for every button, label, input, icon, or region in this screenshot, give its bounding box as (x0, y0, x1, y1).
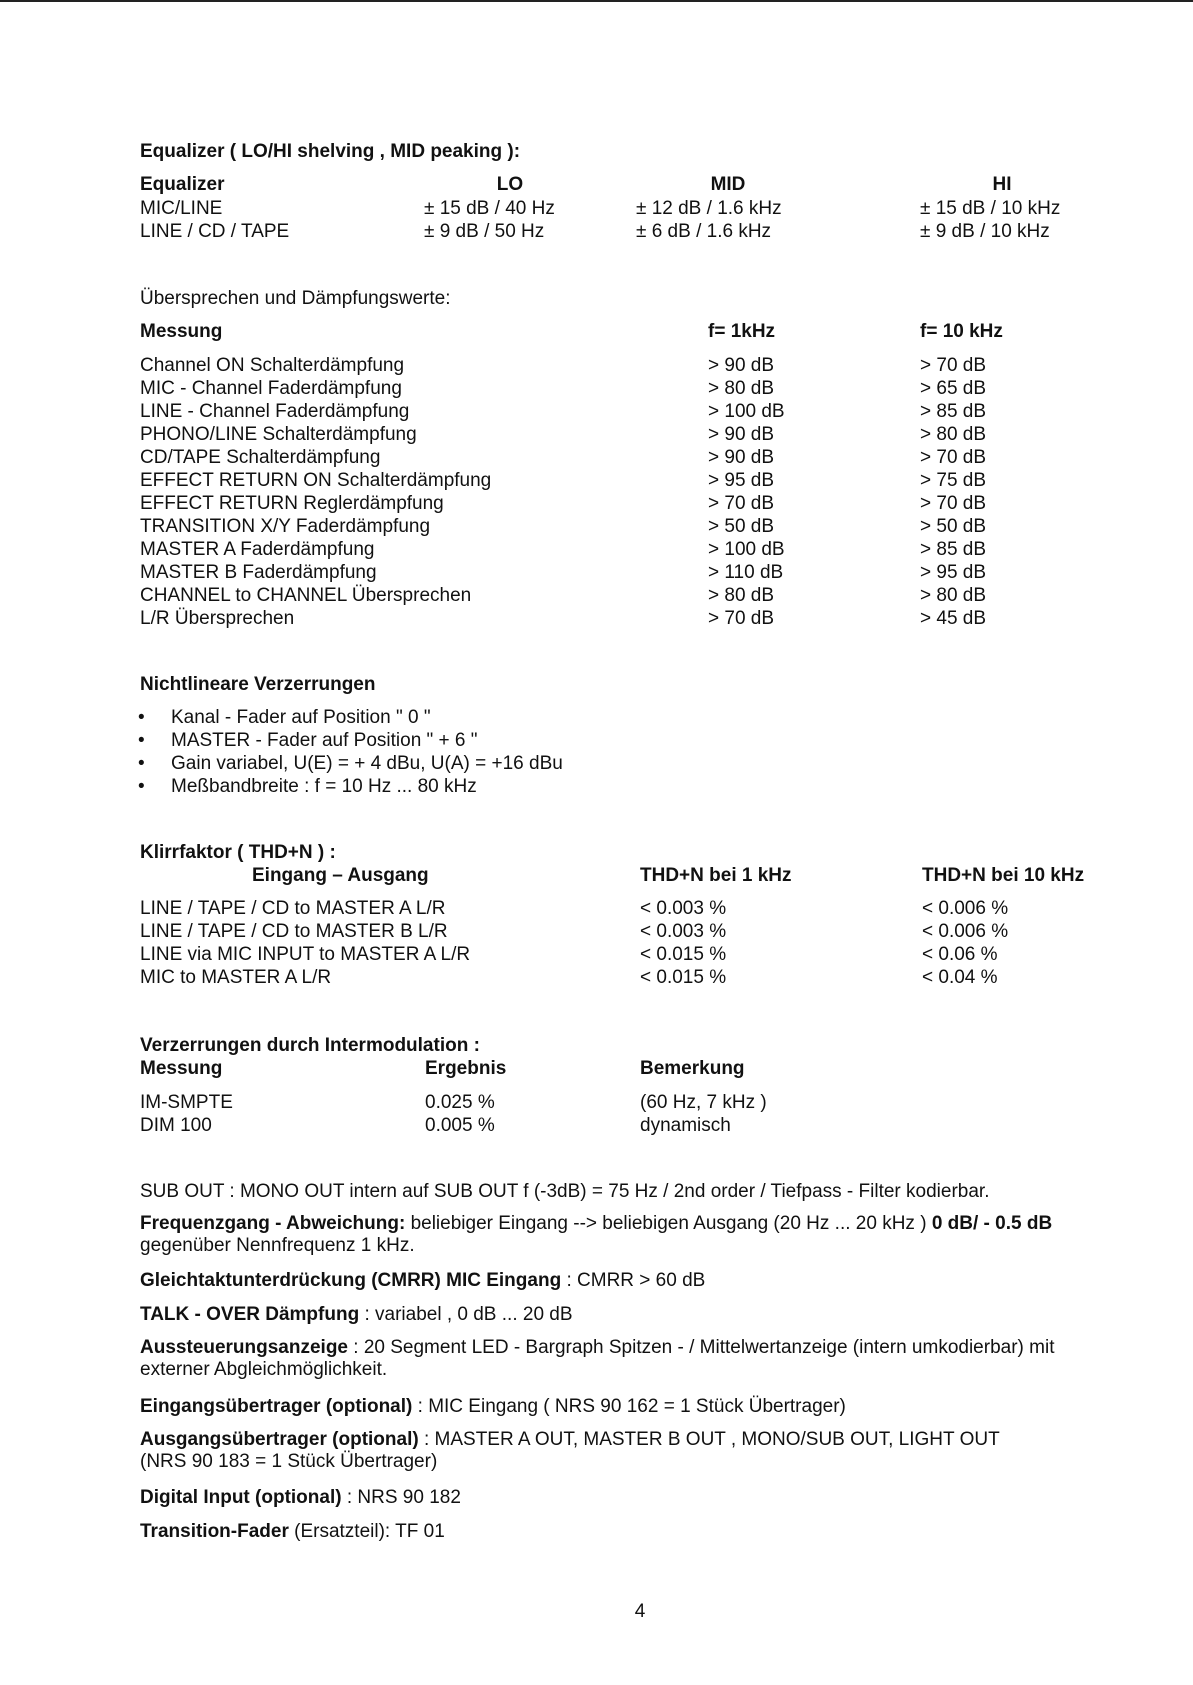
thd-row-label: LINE / TAPE / CD to MASTER B L/R (140, 921, 448, 942)
crosstalk-row-10khz: > 65 dB (920, 378, 987, 399)
cmrr-note (140, 1269, 705, 1292)
crosstalk-row-1khz: > 95 dB (708, 470, 775, 491)
imd-header-measure: Messung (140, 1058, 223, 1079)
crosstalk-row-label: EFFECT RETURN Reglerdämpfung (140, 493, 444, 514)
crosstalk-row-10khz: > 85 dB (920, 401, 987, 422)
crosstalk-row-1khz: > 80 dB (708, 585, 775, 606)
talk-text: : variabel , 0 dB ... 20 dB (359, 1304, 573, 1325)
eq-row-label: LINE / CD / TAPE (140, 221, 290, 242)
eq-header-hi: HI (992, 174, 1012, 195)
out-trafo-label: Ausgangsübertrager (optional) (140, 1429, 419, 1450)
crosstalk-row-label: Channel ON Schalterdämpfung (140, 355, 405, 376)
crosstalk-row-1khz: > 90 dB (708, 447, 775, 468)
cmrr-text: : CMRR > 60 dB (561, 1270, 706, 1291)
thd-row-10khz: < 0.006 % (922, 921, 1009, 942)
meter-note (140, 1337, 1115, 1381)
nonlinear-item: MASTER - Fader auf Position " + 6 " (171, 730, 478, 751)
thd-row-10khz: < 0.006 % (922, 898, 1009, 919)
eq-row-lo: ± 9 dB / 50 Hz (424, 221, 545, 242)
crosstalk-row-1khz: > 100 dB (708, 401, 785, 422)
nonlinear-item: Kanal - Fader auf Position " 0 " (171, 707, 431, 728)
meter-text: : 20 Segment LED - Bargraph Spitzen - / Mittelwertanzeige (intern umkodierbar) mit externer Abgleichmöglichkeit. (140, 1337, 1055, 1380)
crosstalk-row-label: L/R Übersprechen (140, 608, 295, 629)
thd-row-10khz: < 0.06 % (922, 944, 998, 965)
crosstalk-header-10khz: f= 10 kHz (920, 321, 1003, 342)
eq-title: Equalizer ( LO/HI shelving , MID peaking ): (140, 141, 521, 162)
crosstalk-row-label: MASTER A Faderdämpfung (140, 539, 375, 560)
thd-row-label: LINE / TAPE / CD to MASTER A L/R (140, 898, 446, 919)
thd-row-10khz: < 0.04 % (922, 967, 998, 988)
imd-row-result: 0.025 % (425, 1092, 495, 1113)
eq-row-hi: ± 9 dB / 10 kHz (920, 221, 1050, 242)
thd-header-10khz: THD+N bei 10 kHz (922, 865, 1085, 886)
crosstalk-row-10khz: > 95 dB (920, 562, 987, 583)
crosstalk-row-label: CHANNEL to CHANNEL Übersprechen (140, 585, 472, 606)
thd-row-1khz: < 0.015 % (640, 944, 727, 965)
eq-row-mid: ± 6 dB / 1.6 kHz (636, 221, 772, 242)
fader-label: Transition-Fader (140, 1521, 289, 1542)
freq-label: Frequenzgang - Abweichung: (140, 1213, 406, 1234)
crosstalk-row-1khz: > 50 dB (708, 516, 775, 537)
crosstalk-row-10khz: > 85 dB (920, 539, 987, 560)
eq-header-label: Equalizer (140, 174, 225, 195)
thd-row-label: MIC to MASTER A L/R (140, 967, 332, 988)
crosstalk-row-10khz: > 70 dB (920, 355, 987, 376)
eq-row-hi: ± 15 dB / 10 kHz (920, 198, 1061, 219)
eq-row-lo: ± 15 dB / 40 Hz (424, 198, 555, 219)
thd-title: Klirrfaktor ( THD+N ) : (140, 842, 336, 863)
freq-response-note (140, 1213, 1120, 1257)
freq-value: 0 dB/ - 0.5 dB (931, 1213, 1053, 1234)
thd-row-1khz: < 0.015 % (640, 967, 727, 988)
eq-header-mid: MID (710, 174, 746, 195)
imd-header-remark: Bemerkung (640, 1058, 745, 1079)
crosstalk-row-label: EFFECT RETURN ON Schalterdämpfung (140, 470, 492, 491)
crosstalk-header-label: Messung (140, 321, 223, 342)
digital-input-note (140, 1486, 461, 1509)
eq-row-mid: ± 12 dB / 1.6 kHz (636, 198, 782, 219)
crosstalk-row-1khz: > 100 dB (708, 539, 785, 560)
nonlinear-item: Gain variabel, U(E) = + 4 dBu, U(A) = +16 dBu (171, 753, 563, 774)
crosstalk-row-1khz: > 70 dB (708, 493, 775, 514)
eq-header-lo: LO (496, 174, 524, 195)
thd-row-label: LINE via MIC INPUT to MASTER A L/R (140, 944, 471, 965)
talk-label: TALK - OVER Dämpfung (140, 1304, 360, 1325)
freq-text: beliebiger Eingang --> beliebigen Ausgang (20 Hz ... 20 kHz ) (405, 1213, 932, 1234)
crosstalk-row-1khz: > 90 dB (708, 355, 775, 376)
in-trafo-label: Eingangsübertrager (optional) (140, 1396, 413, 1417)
thd-header-1khz: THD+N bei 1 kHz (640, 865, 792, 886)
fader-text: (Ersatzteil): TF 01 (288, 1521, 445, 1542)
imd-title: Verzerrungen durch Intermodulation : (140, 1035, 480, 1056)
digital-text: : NRS 90 182 (341, 1487, 461, 1508)
output-trafo-note (140, 1429, 1120, 1473)
imd-row-remark: dynamisch (640, 1115, 731, 1136)
bullet-icon: • (138, 707, 145, 728)
sub-out-note: SUB OUT : MONO OUT intern auf SUB OUT f (-3dB) = 75 Hz / 2nd order / Tiefpass - Filter kodierbar. (140, 1181, 990, 1202)
imd-header-result: Ergebnis (425, 1058, 507, 1079)
crosstalk-row-label: LINE - Channel Faderdämpfung (140, 401, 410, 422)
imd-row-remark: (60 Hz, 7 kHz ) (640, 1092, 767, 1113)
eq-row-label: MIC/LINE (140, 198, 223, 219)
crosstalk-row-10khz: > 50 dB (920, 516, 987, 537)
talk-over-note (140, 1303, 573, 1326)
crosstalk-header-1khz: f= 1kHz (708, 321, 776, 342)
nonlinear-title: Nichtlineare Verzerrungen (140, 674, 376, 695)
imd-row-label: DIM 100 (140, 1115, 212, 1136)
thd-row-1khz: < 0.003 % (640, 898, 727, 919)
freq-text2: gegenüber Nennfrequenz 1 kHz. (140, 1235, 415, 1256)
nonlinear-item: Meßbandbreite : f = 10 Hz ... 80 kHz (171, 776, 477, 797)
bullet-icon: • (138, 776, 145, 797)
crosstalk-row-label: MASTER B Faderdämpfung (140, 562, 377, 583)
thd-row-1khz: < 0.003 % (640, 921, 727, 942)
crosstalk-row-1khz: > 90 dB (708, 424, 775, 445)
page-number: 4 (634, 1601, 646, 1622)
crosstalk-row-label: MIC - Channel Faderdämpfung (140, 378, 402, 399)
crosstalk-row-label: PHONO/LINE Schalterdämpfung (140, 424, 417, 445)
crosstalk-row-1khz: > 70 dB (708, 608, 775, 629)
crosstalk-row-label: TRANSITION X/Y Faderdämpfung (140, 516, 431, 537)
cmrr-label: Gleichtaktunterdrückung (CMRR) MIC Eingang (140, 1270, 562, 1291)
input-trafo-note (140, 1395, 846, 1418)
top-border (0, 0, 1193, 2)
crosstalk-row-10khz: > 75 dB (920, 470, 987, 491)
crosstalk-row-10khz: > 80 dB (920, 424, 987, 445)
out-trafo-text2: (NRS 90 183 = 1 Stück Übertrager) (140, 1451, 438, 1472)
imd-row-result: 0.005 % (425, 1115, 495, 1136)
imd-row-label: IM-SMPTE (140, 1092, 233, 1113)
crosstalk-row-10khz: > 45 dB (920, 608, 987, 629)
crosstalk-title: Übersprechen und Dämpfungswerte: (140, 288, 451, 309)
crosstalk-row-10khz: > 70 dB (920, 493, 987, 514)
crosstalk-row-1khz: > 110 dB (708, 562, 784, 583)
in-trafo-text: : MIC Eingang ( NRS 90 162 = 1 Stück Übertrager) (412, 1396, 846, 1417)
crosstalk-row-10khz: > 80 dB (920, 585, 987, 606)
crosstalk-row-10khz: > 70 dB (920, 447, 987, 468)
crosstalk-row-label: CD/TAPE Schalterdämpfung (140, 447, 381, 468)
meter-label: Aussteuerungsanzeige (140, 1337, 348, 1358)
digital-label: Digital Input (optional) (140, 1487, 342, 1508)
crosstalk-row-1khz: > 80 dB (708, 378, 775, 399)
thd-header-path: Eingang – Ausgang (252, 865, 429, 886)
transition-fader-note (140, 1520, 445, 1543)
bullet-icon: • (138, 753, 145, 774)
bullet-icon: • (138, 730, 145, 751)
out-trafo-text: : MASTER A OUT, MASTER B OUT , MONO/SUB OUT, LIGHT OUT (418, 1429, 1000, 1450)
